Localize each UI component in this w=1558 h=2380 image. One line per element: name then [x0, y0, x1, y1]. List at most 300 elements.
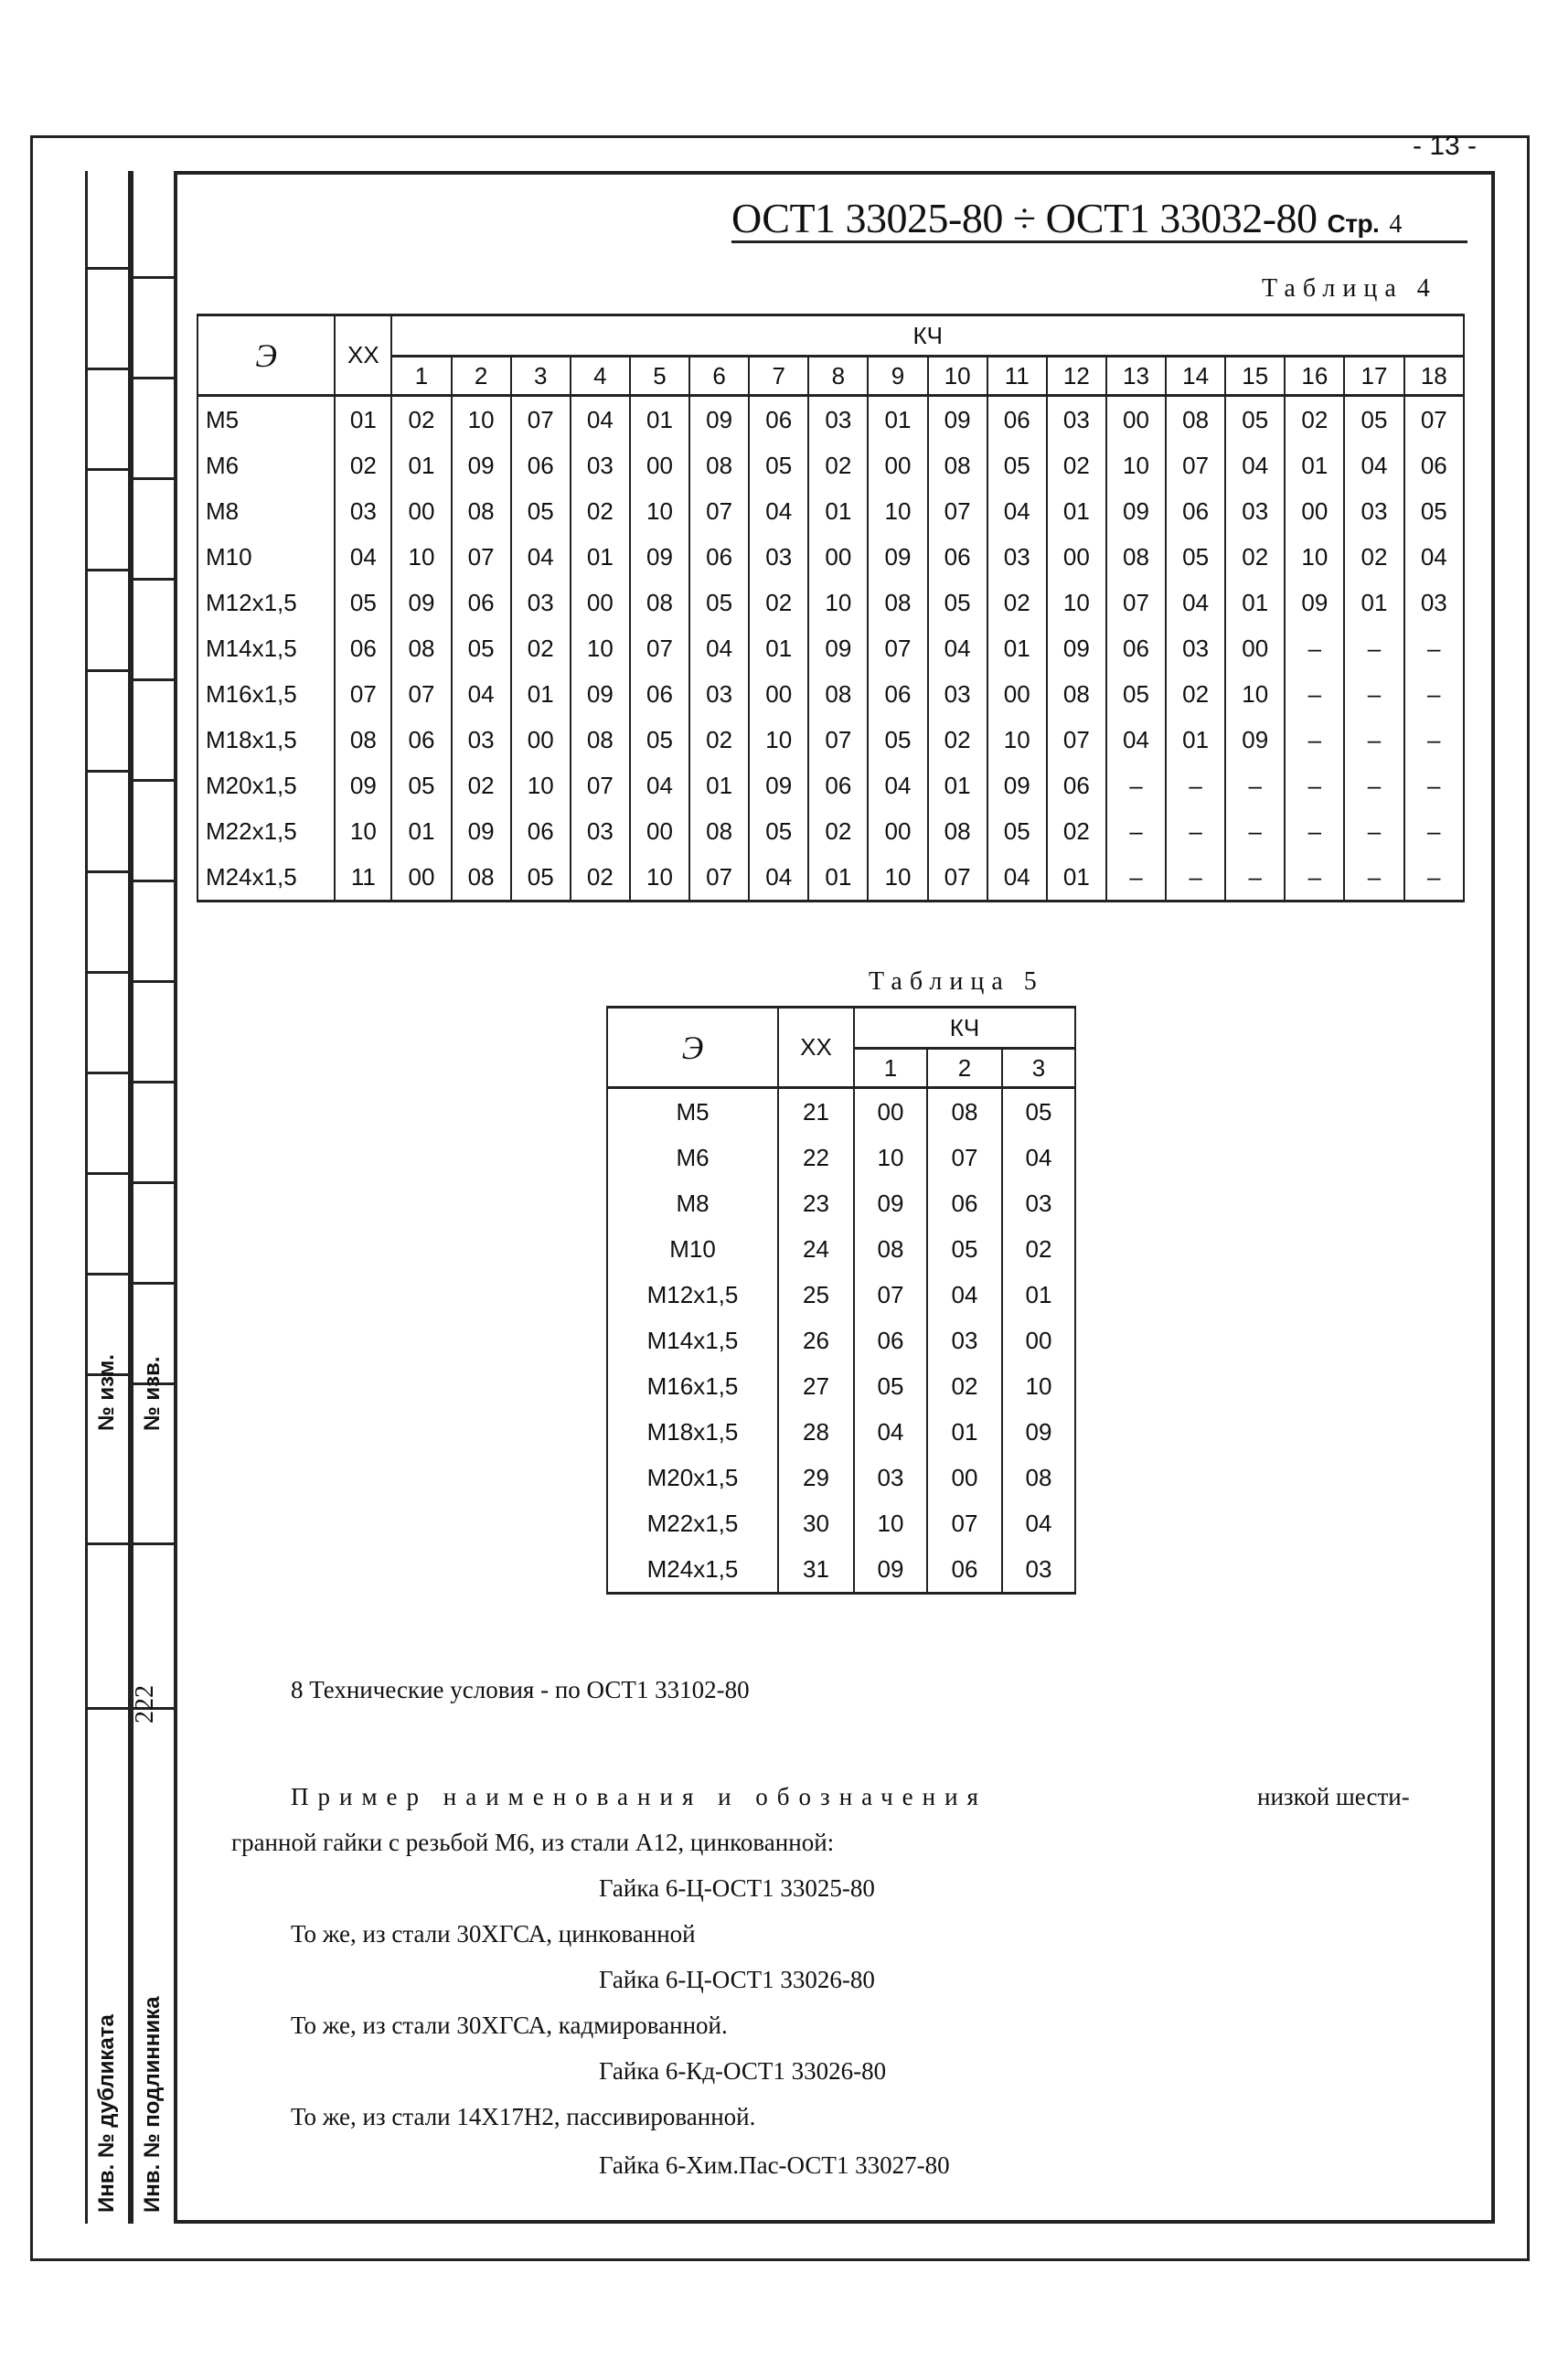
kch-cell: 05 [854, 1363, 927, 1409]
row-xx: 05 [335, 580, 391, 625]
example-heading: Пример наименования и обозначения [291, 1783, 987, 1810]
table-row [607, 1088, 1075, 1136]
kch-cell: 09 [452, 808, 511, 854]
table-row [197, 488, 1464, 534]
kch-cell: – [1225, 763, 1285, 808]
kch-cell: 01 [749, 625, 808, 671]
kch-cell: 07 [928, 488, 987, 534]
kch-cell: 04 [452, 671, 511, 717]
kch-cell: 05 [1344, 396, 1403, 443]
table4-col-header: 1 [391, 357, 451, 396]
table-row [197, 808, 1464, 854]
table-row [607, 1318, 1075, 1363]
kch-cell: 10 [854, 1500, 927, 1546]
row-xx: 26 [778, 1318, 854, 1363]
kch-cell: 10 [749, 717, 808, 763]
kch-cell: 09 [689, 396, 749, 443]
table-row [197, 854, 1464, 902]
kch-cell: – [1106, 854, 1166, 902]
kch-cell: – [1285, 625, 1344, 671]
kch-cell: 09 [1002, 1409, 1075, 1455]
document-title [731, 194, 1402, 242]
table-row [607, 1409, 1075, 1455]
kch-cell: 08 [808, 671, 868, 717]
kch-cell: 08 [571, 717, 630, 763]
kch-cell: 07 [927, 1135, 1002, 1180]
row-designation: М16х1,5 [197, 671, 335, 717]
page-number: - 13 - [1413, 131, 1478, 161]
kch-cell: – [1106, 763, 1166, 808]
kch-cell: 00 [808, 534, 868, 580]
table-row [607, 1226, 1075, 1272]
kch-cell: – [1285, 808, 1344, 854]
kch-cell: 07 [689, 854, 749, 902]
kch-cell: 05 [1166, 534, 1225, 580]
tech-conditions: 8 Технические условия - по ОСТ1 33102-80 [291, 1676, 750, 1703]
row-designation: М16х1,5 [607, 1363, 778, 1409]
kch-cell: 01 [391, 808, 451, 854]
kch-cell: 10 [854, 1135, 927, 1180]
kch-cell: 03 [689, 671, 749, 717]
kch-cell: – [1166, 763, 1225, 808]
table4-col-header: 15 [1225, 357, 1285, 396]
table5-header-xx: ХХ [778, 1008, 854, 1088]
table5-header-designation: Э [607, 1008, 778, 1088]
kch-cell: 00 [1106, 396, 1166, 443]
table4-col-header: 18 [1404, 357, 1464, 396]
kch-cell: 03 [1047, 396, 1106, 443]
kch-cell: 01 [987, 625, 1047, 671]
row-designation: М5 [607, 1088, 778, 1136]
margin-column-right [131, 171, 176, 2224]
kch-cell: 00 [391, 488, 451, 534]
table5-col-header: 3 [1002, 1049, 1075, 1088]
kch-cell: 05 [749, 808, 808, 854]
kch-cell: 08 [1047, 671, 1106, 717]
kch-cell: 02 [1047, 443, 1106, 488]
designation-4: Гайка 6-Хим.Пас-ОСТ1 33027-80 [599, 2151, 950, 2179]
table-row [197, 443, 1464, 488]
kch-cell: – [1285, 717, 1344, 763]
row-xx: 24 [778, 1226, 854, 1272]
kch-cell: 00 [1225, 625, 1285, 671]
row-designation: М8 [197, 488, 335, 534]
kch-cell: 03 [452, 717, 511, 763]
kch-cell: 02 [452, 763, 511, 808]
kch-cell: 07 [452, 534, 511, 580]
row-designation: М22х1,5 [197, 808, 335, 854]
kch-cell: 06 [452, 580, 511, 625]
kch-cell: 01 [1285, 443, 1344, 488]
row-xx: 30 [778, 1500, 854, 1546]
kch-cell: 06 [1047, 763, 1106, 808]
kch-cell: 03 [1225, 488, 1285, 534]
kch-cell: 09 [1225, 717, 1285, 763]
kch-cell: 01 [1166, 717, 1225, 763]
row-designation: М24х1,5 [607, 1546, 778, 1594]
kch-cell: 02 [749, 580, 808, 625]
kch-cell: 07 [868, 625, 927, 671]
kch-cell: 00 [630, 443, 689, 488]
kch-cell: 01 [1002, 1272, 1075, 1318]
kch-cell: 08 [452, 488, 511, 534]
kch-cell: 05 [1225, 396, 1285, 443]
table4-header-kch: КЧ [391, 315, 1464, 357]
table4-col-header: 11 [987, 357, 1047, 396]
kch-cell: – [1225, 808, 1285, 854]
kch-cell: – [1404, 717, 1464, 763]
kch-cell: 04 [1106, 717, 1166, 763]
same-line-1: То же, из стали 30ХГСА, цинкованной [291, 1920, 696, 1948]
kch-cell: 00 [854, 1088, 927, 1136]
table4-header-xx: ХХ [335, 315, 391, 396]
kch-cell: 05 [689, 580, 749, 625]
kch-cell: 03 [1002, 1546, 1075, 1594]
kch-cell: 05 [749, 443, 808, 488]
same-line-2: То же, из стали 30ХГСА, кадмированной. [291, 2012, 728, 2039]
table5-header-kch: КЧ [854, 1008, 1075, 1049]
standard-designation: ОСТ1 33025-80 ÷ ОСТ1 33032-80 [731, 195, 1318, 241]
kch-cell: 10 [1002, 1363, 1075, 1409]
kch-cell: 10 [511, 763, 571, 808]
kch-cell: 03 [987, 534, 1047, 580]
kch-cell: 08 [391, 625, 451, 671]
kch-cell: 09 [452, 443, 511, 488]
kch-cell: 07 [571, 763, 630, 808]
row-designation: М10 [607, 1226, 778, 1272]
kch-cell: 00 [511, 717, 571, 763]
kch-cell: 08 [928, 808, 987, 854]
kch-cell: 06 [987, 396, 1047, 443]
kch-cell: 01 [808, 854, 868, 902]
kch-cell: 00 [571, 580, 630, 625]
kch-cell: 06 [927, 1546, 1002, 1594]
kch-cell: 06 [928, 534, 987, 580]
kch-cell: 08 [1002, 1455, 1075, 1500]
page-no: 4 [1389, 210, 1402, 239]
kch-cell: 04 [927, 1272, 1002, 1318]
kch-cell: – [1344, 763, 1403, 808]
designation-2: Гайка 6-Ц-ОСТ1 33026-80 [599, 1966, 875, 1993]
kch-cell: 10 [808, 580, 868, 625]
kch-cell: 08 [868, 580, 927, 625]
kch-cell: 03 [571, 808, 630, 854]
kch-cell: – [1166, 808, 1225, 854]
kch-cell: 10 [630, 854, 689, 902]
kch-cell: – [1404, 854, 1464, 902]
kch-cell: 00 [630, 808, 689, 854]
kch-cell: 09 [749, 763, 808, 808]
row-designation: М14х1,5 [197, 625, 335, 671]
table-row [197, 671, 1464, 717]
kch-cell: 01 [630, 396, 689, 443]
row-xx: 09 [335, 763, 391, 808]
designation-1: Гайка 6-Ц-ОСТ1 33025-80 [599, 1874, 875, 1902]
table4-col-header: 10 [928, 357, 987, 396]
kch-cell: 09 [1047, 625, 1106, 671]
kch-cell: 08 [1166, 396, 1225, 443]
kch-cell: 03 [511, 580, 571, 625]
kch-cell: 04 [868, 763, 927, 808]
kch-cell: 01 [1047, 488, 1106, 534]
kch-cell: 07 [1166, 443, 1225, 488]
kch-cell: 04 [1002, 1135, 1075, 1180]
kch-cell: 01 [1225, 580, 1285, 625]
kch-cell: 04 [987, 854, 1047, 902]
kch-cell: 09 [854, 1180, 927, 1226]
row-xx: 01 [335, 396, 391, 443]
kch-cell: 01 [808, 488, 868, 534]
kch-cell: 00 [868, 808, 927, 854]
kch-cell: 01 [1047, 854, 1106, 902]
kch-cell: 01 [511, 671, 571, 717]
table4-col-header: 5 [630, 357, 689, 396]
kch-cell: 03 [1344, 488, 1403, 534]
original-inv-label: Инв. № подлинника [140, 1996, 165, 2213]
kch-cell: 02 [571, 488, 630, 534]
table-row [197, 396, 1464, 443]
kch-cell: 04 [1002, 1500, 1075, 1546]
kch-cell: 06 [511, 808, 571, 854]
kch-cell: – [1404, 808, 1464, 854]
kch-cell: 02 [808, 443, 868, 488]
kch-cell: 01 [689, 763, 749, 808]
kch-cell: 02 [391, 396, 451, 443]
table-row [607, 1180, 1075, 1226]
kch-cell: 06 [391, 717, 451, 763]
kch-cell: 06 [1106, 625, 1166, 671]
table4-col-header: 2 [452, 357, 511, 396]
kch-cell: 01 [571, 534, 630, 580]
kch-cell: 02 [808, 808, 868, 854]
kch-cell: 08 [452, 854, 511, 902]
table-row [197, 625, 1464, 671]
kch-cell: 04 [1344, 443, 1403, 488]
table4-col-header: 16 [1285, 357, 1344, 396]
kch-cell: 09 [808, 625, 868, 671]
kch-cell: 00 [391, 854, 451, 902]
kch-cell: 10 [391, 534, 451, 580]
title-rule [731, 240, 1467, 243]
row-designation: М6 [197, 443, 335, 488]
kch-cell: 07 [1106, 580, 1166, 625]
kch-cell: 03 [571, 443, 630, 488]
kch-cell: 04 [630, 763, 689, 808]
kch-cell: 00 [1047, 534, 1106, 580]
kch-cell: 05 [928, 580, 987, 625]
kch-cell: 01 [928, 763, 987, 808]
row-xx: 03 [335, 488, 391, 534]
kch-cell: 02 [987, 580, 1047, 625]
table4-col-header: 3 [511, 357, 571, 396]
kch-cell: 06 [689, 534, 749, 580]
row-xx: 04 [335, 534, 391, 580]
kch-cell: 09 [630, 534, 689, 580]
kch-cell: – [1225, 854, 1285, 902]
table4-header-designation: Э [197, 315, 335, 396]
kch-cell: – [1344, 625, 1403, 671]
table-row [607, 1363, 1075, 1409]
kch-cell: 05 [511, 488, 571, 534]
notice-no-label: № изв. [140, 1356, 165, 1431]
designation-3: Гайка 6-Кд-ОСТ1 33026-80 [599, 2057, 887, 2085]
kch-cell: 07 [391, 671, 451, 717]
kch-cell: – [1404, 763, 1464, 808]
row-designation: М5 [197, 396, 335, 443]
kch-cell: 06 [630, 671, 689, 717]
table-row [607, 1135, 1075, 1180]
row-xx: 11 [335, 854, 391, 902]
kch-cell: 05 [1002, 1088, 1075, 1136]
kch-cell: 05 [1404, 488, 1464, 534]
table-row [607, 1272, 1075, 1318]
kch-cell: 04 [749, 488, 808, 534]
kch-cell: 07 [808, 717, 868, 763]
kch-cell: – [1404, 625, 1464, 671]
kch-cell: 09 [854, 1546, 927, 1594]
kch-cell: 05 [987, 443, 1047, 488]
kch-cell: 01 [391, 443, 451, 488]
kch-cell: 06 [854, 1318, 927, 1363]
kch-cell: 03 [808, 396, 868, 443]
kch-cell: – [1404, 671, 1464, 717]
kch-cell: 04 [987, 488, 1047, 534]
kch-cell: 09 [1106, 488, 1166, 534]
table4-col-header: 7 [749, 357, 808, 396]
kch-cell: 01 [1344, 580, 1403, 625]
row-xx: 10 [335, 808, 391, 854]
row-xx: 28 [778, 1409, 854, 1455]
kch-cell: 09 [987, 763, 1047, 808]
kch-cell: 00 [1285, 488, 1344, 534]
kch-cell: 10 [868, 854, 927, 902]
kch-cell: 05 [868, 717, 927, 763]
table4-caption: Таблица 4 [1262, 274, 1437, 303]
row-xx: 31 [778, 1546, 854, 1594]
kch-cell: 02 [1344, 534, 1403, 580]
row-xx: 29 [778, 1455, 854, 1500]
kch-cell: 09 [571, 671, 630, 717]
kch-cell: 05 [927, 1226, 1002, 1272]
table-row [607, 1500, 1075, 1546]
page-label: Стр. [1327, 209, 1380, 238]
kch-cell: 03 [854, 1455, 927, 1500]
kch-cell: 06 [1166, 488, 1225, 534]
kch-cell: 04 [1225, 443, 1285, 488]
kch-cell: 04 [511, 534, 571, 580]
kch-cell: – [1344, 854, 1403, 902]
table4-col-header: 4 [571, 357, 630, 396]
kch-cell: 10 [868, 488, 927, 534]
kch-cell: 08 [630, 580, 689, 625]
kch-cell: 05 [452, 625, 511, 671]
kch-cell: 09 [1285, 580, 1344, 625]
kch-cell: 07 [928, 854, 987, 902]
kch-cell: 03 [1002, 1180, 1075, 1226]
kch-cell: 03 [749, 534, 808, 580]
kch-cell: 05 [391, 763, 451, 808]
kch-cell: – [1344, 808, 1403, 854]
table-row [197, 580, 1464, 625]
kch-cell: 00 [1002, 1318, 1075, 1363]
kch-cell: 02 [1285, 396, 1344, 443]
kch-cell: 08 [689, 808, 749, 854]
kch-cell: 06 [749, 396, 808, 443]
row-xx: 21 [778, 1088, 854, 1136]
kch-cell: 06 [868, 671, 927, 717]
kch-cell: 10 [1047, 580, 1106, 625]
kch-cell: 03 [1166, 625, 1225, 671]
kch-cell: 07 [511, 396, 571, 443]
kch-cell: – [1344, 717, 1403, 763]
kch-cell: 04 [749, 854, 808, 902]
row-designation: М18х1,5 [607, 1409, 778, 1455]
kch-cell: 00 [749, 671, 808, 717]
table5-caption: Таблица 5 [869, 967, 1044, 996]
row-designation: М22х1,5 [607, 1500, 778, 1546]
row-xx: 07 [335, 671, 391, 717]
row-xx: 22 [778, 1135, 854, 1180]
kch-cell: 02 [927, 1363, 1002, 1409]
kch-cell: 05 [987, 808, 1047, 854]
table5-col-header: 2 [927, 1049, 1002, 1088]
table4-col-header: 8 [808, 357, 868, 396]
row-designation: М12х1,5 [607, 1272, 778, 1318]
kch-cell: 10 [630, 488, 689, 534]
row-designation: М24х1,5 [197, 854, 335, 902]
table4-col-header: 14 [1166, 357, 1225, 396]
row-designation: М18х1,5 [197, 717, 335, 763]
kch-cell: 10 [1225, 671, 1285, 717]
kch-cell: 10 [1106, 443, 1166, 488]
kch-cell: – [1344, 671, 1403, 717]
kch-cell: 07 [927, 1500, 1002, 1546]
table-row [197, 763, 1464, 808]
duplicate-inv-label: Инв. № дубликата [94, 2014, 119, 2213]
kch-cell: 04 [1166, 580, 1225, 625]
kch-cell: 04 [571, 396, 630, 443]
rev-no-label: № изм. [94, 1354, 119, 1431]
example-intro-tail: низкой шести- [1257, 1783, 1410, 1810]
table4 [197, 314, 1465, 902]
row-designation: М20х1,5 [607, 1455, 778, 1500]
same-line-3: То же, из стали 14Х17Н2, пассивированной. [291, 2103, 756, 2130]
kch-cell: 03 [927, 1318, 1002, 1363]
kch-cell: 03 [1404, 580, 1464, 625]
kch-cell: 01 [927, 1409, 1002, 1455]
kch-cell: 09 [868, 534, 927, 580]
kch-cell: 07 [630, 625, 689, 671]
kch-cell: 08 [927, 1088, 1002, 1136]
original-inv-value: 222 [131, 1685, 159, 1724]
kch-cell: 08 [854, 1226, 927, 1272]
row-designation: М10 [197, 534, 335, 580]
row-xx: 02 [335, 443, 391, 488]
kch-cell: 10 [571, 625, 630, 671]
kch-cell: – [1285, 854, 1344, 902]
table4-col-header: 17 [1344, 357, 1403, 396]
kch-cell: 00 [927, 1455, 1002, 1500]
kch-cell: 03 [928, 671, 987, 717]
kch-cell: 10 [1285, 534, 1344, 580]
kch-cell: 02 [511, 625, 571, 671]
table-row [197, 717, 1464, 763]
kch-cell: – [1285, 671, 1344, 717]
row-xx: 08 [335, 717, 391, 763]
kch-cell: 06 [927, 1180, 1002, 1226]
row-xx: 25 [778, 1272, 854, 1318]
kch-cell: 06 [511, 443, 571, 488]
